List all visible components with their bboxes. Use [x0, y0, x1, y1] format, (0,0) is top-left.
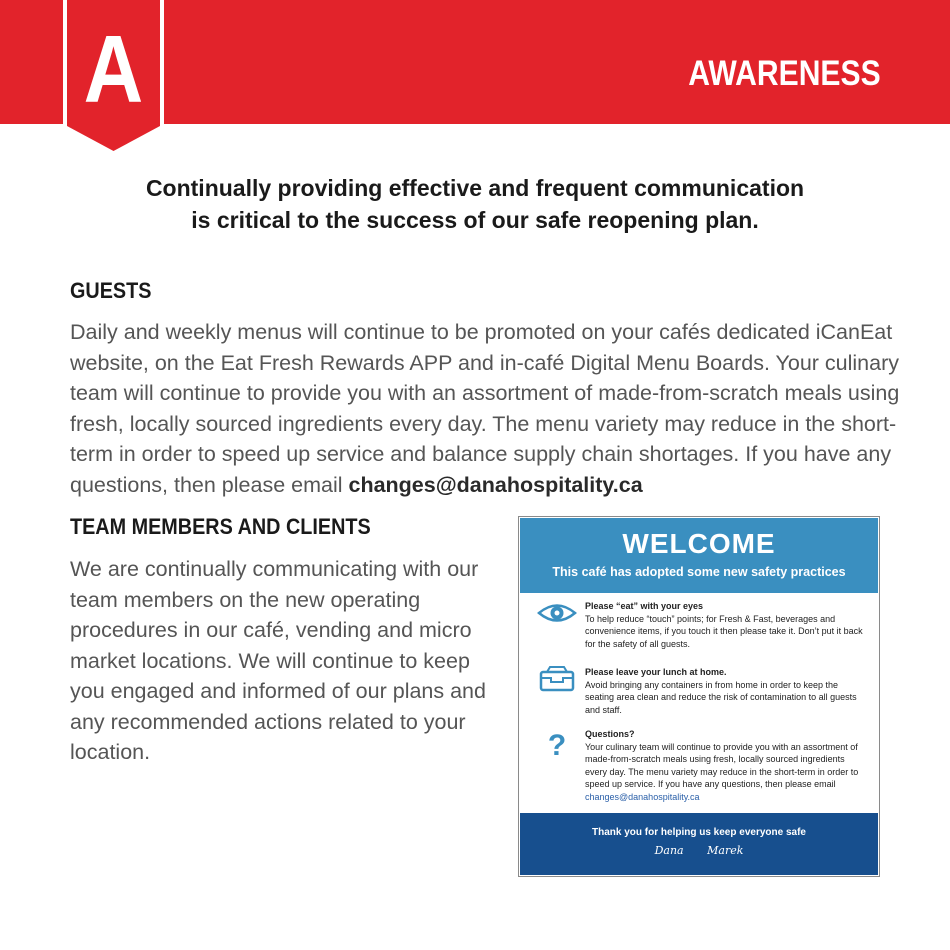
poster-item-heading: Questions?: [585, 729, 635, 739]
poster-item-text: Your culinary team will continue to provide you with an assortment of made-from-scratch meals using fresh, locally sourced ingredients every day. The menu variety may reduce in the short-term in order to speed up service. If you have any questions, then please email: [585, 741, 859, 789]
team-paragraph: We are continually communicating with our team members on the new operating procedures in our café, vending and micro market locations. We will continue to keep you engaged and informed of our plans and any recommended actions related to your location.: [70, 557, 486, 764]
poster-item-lunch: [585, 666, 867, 716]
signature-2: Marek: [707, 844, 744, 857]
poster-item-questions: [585, 728, 867, 803]
poster-item-heading: Please “eat” with your eyes: [585, 601, 704, 611]
guests-email-link[interactable]: changes@danahospitality.ca: [348, 472, 643, 497]
poster-item-heading: Please leave your lunch at home.: [585, 667, 727, 677]
section-title: AWARENESS: [688, 54, 881, 93]
poster-item-eyes: [585, 600, 867, 650]
question-icon: ?: [547, 729, 567, 762]
welcome-poster: [518, 516, 880, 877]
intro-line-2: is critical to the success of our safe reopening plan.: [191, 207, 759, 233]
poster-footer-text: Thank you for helping us keep everyone safe: [592, 827, 806, 838]
signatures: [520, 844, 878, 857]
badge-letter: A: [83, 16, 144, 123]
poster-item-text: Avoid bringing any containers in from home in order to keep the seating area clean and reduce the risk of contamination to all guests and staff.: [585, 679, 857, 715]
signature-1: Dana: [654, 844, 684, 857]
poster-subtitle: This café has adopted some new safety practices: [552, 565, 846, 579]
guests-paragraph: [70, 317, 900, 500]
poster-title: WELCOME: [622, 528, 776, 559]
guests-text: Daily and weekly menus will continue to be promoted on your cafés dedicated iCanEat website, on the Eat Fresh Rewards APP and in-café Digital Menu Boards. Your culinary team will continue to provide you with an assortment of made-from-scratch meals using fresh, locally sourced ingredients every day. The menu variety may reduce in the short-term in order to speed up service and balance supply chain shortages. If you have any questions, then please email: [70, 320, 900, 497]
poster-footer: [520, 813, 878, 875]
guests-heading: GUESTS: [70, 278, 152, 303]
intro-statement: [0, 172, 950, 236]
poster-email-link[interactable]: changes@danahospitality.ca: [585, 791, 700, 802]
eye-icon: [537, 597, 577, 629]
intro-line-1: Continually providing effective and frequent communication: [145, 175, 805, 201]
poster-header: [520, 518, 878, 593]
poster-item-text: To help reduce “touch” points; for Fresh & Fast, beverages and convenience items, if you touch it then please take it. Don’t put it back for the safety of all guests.: [585, 613, 863, 649]
team-heading: TEAM MEMBERS AND CLIENTS: [70, 514, 371, 539]
lunchbox-icon: [537, 663, 577, 695]
